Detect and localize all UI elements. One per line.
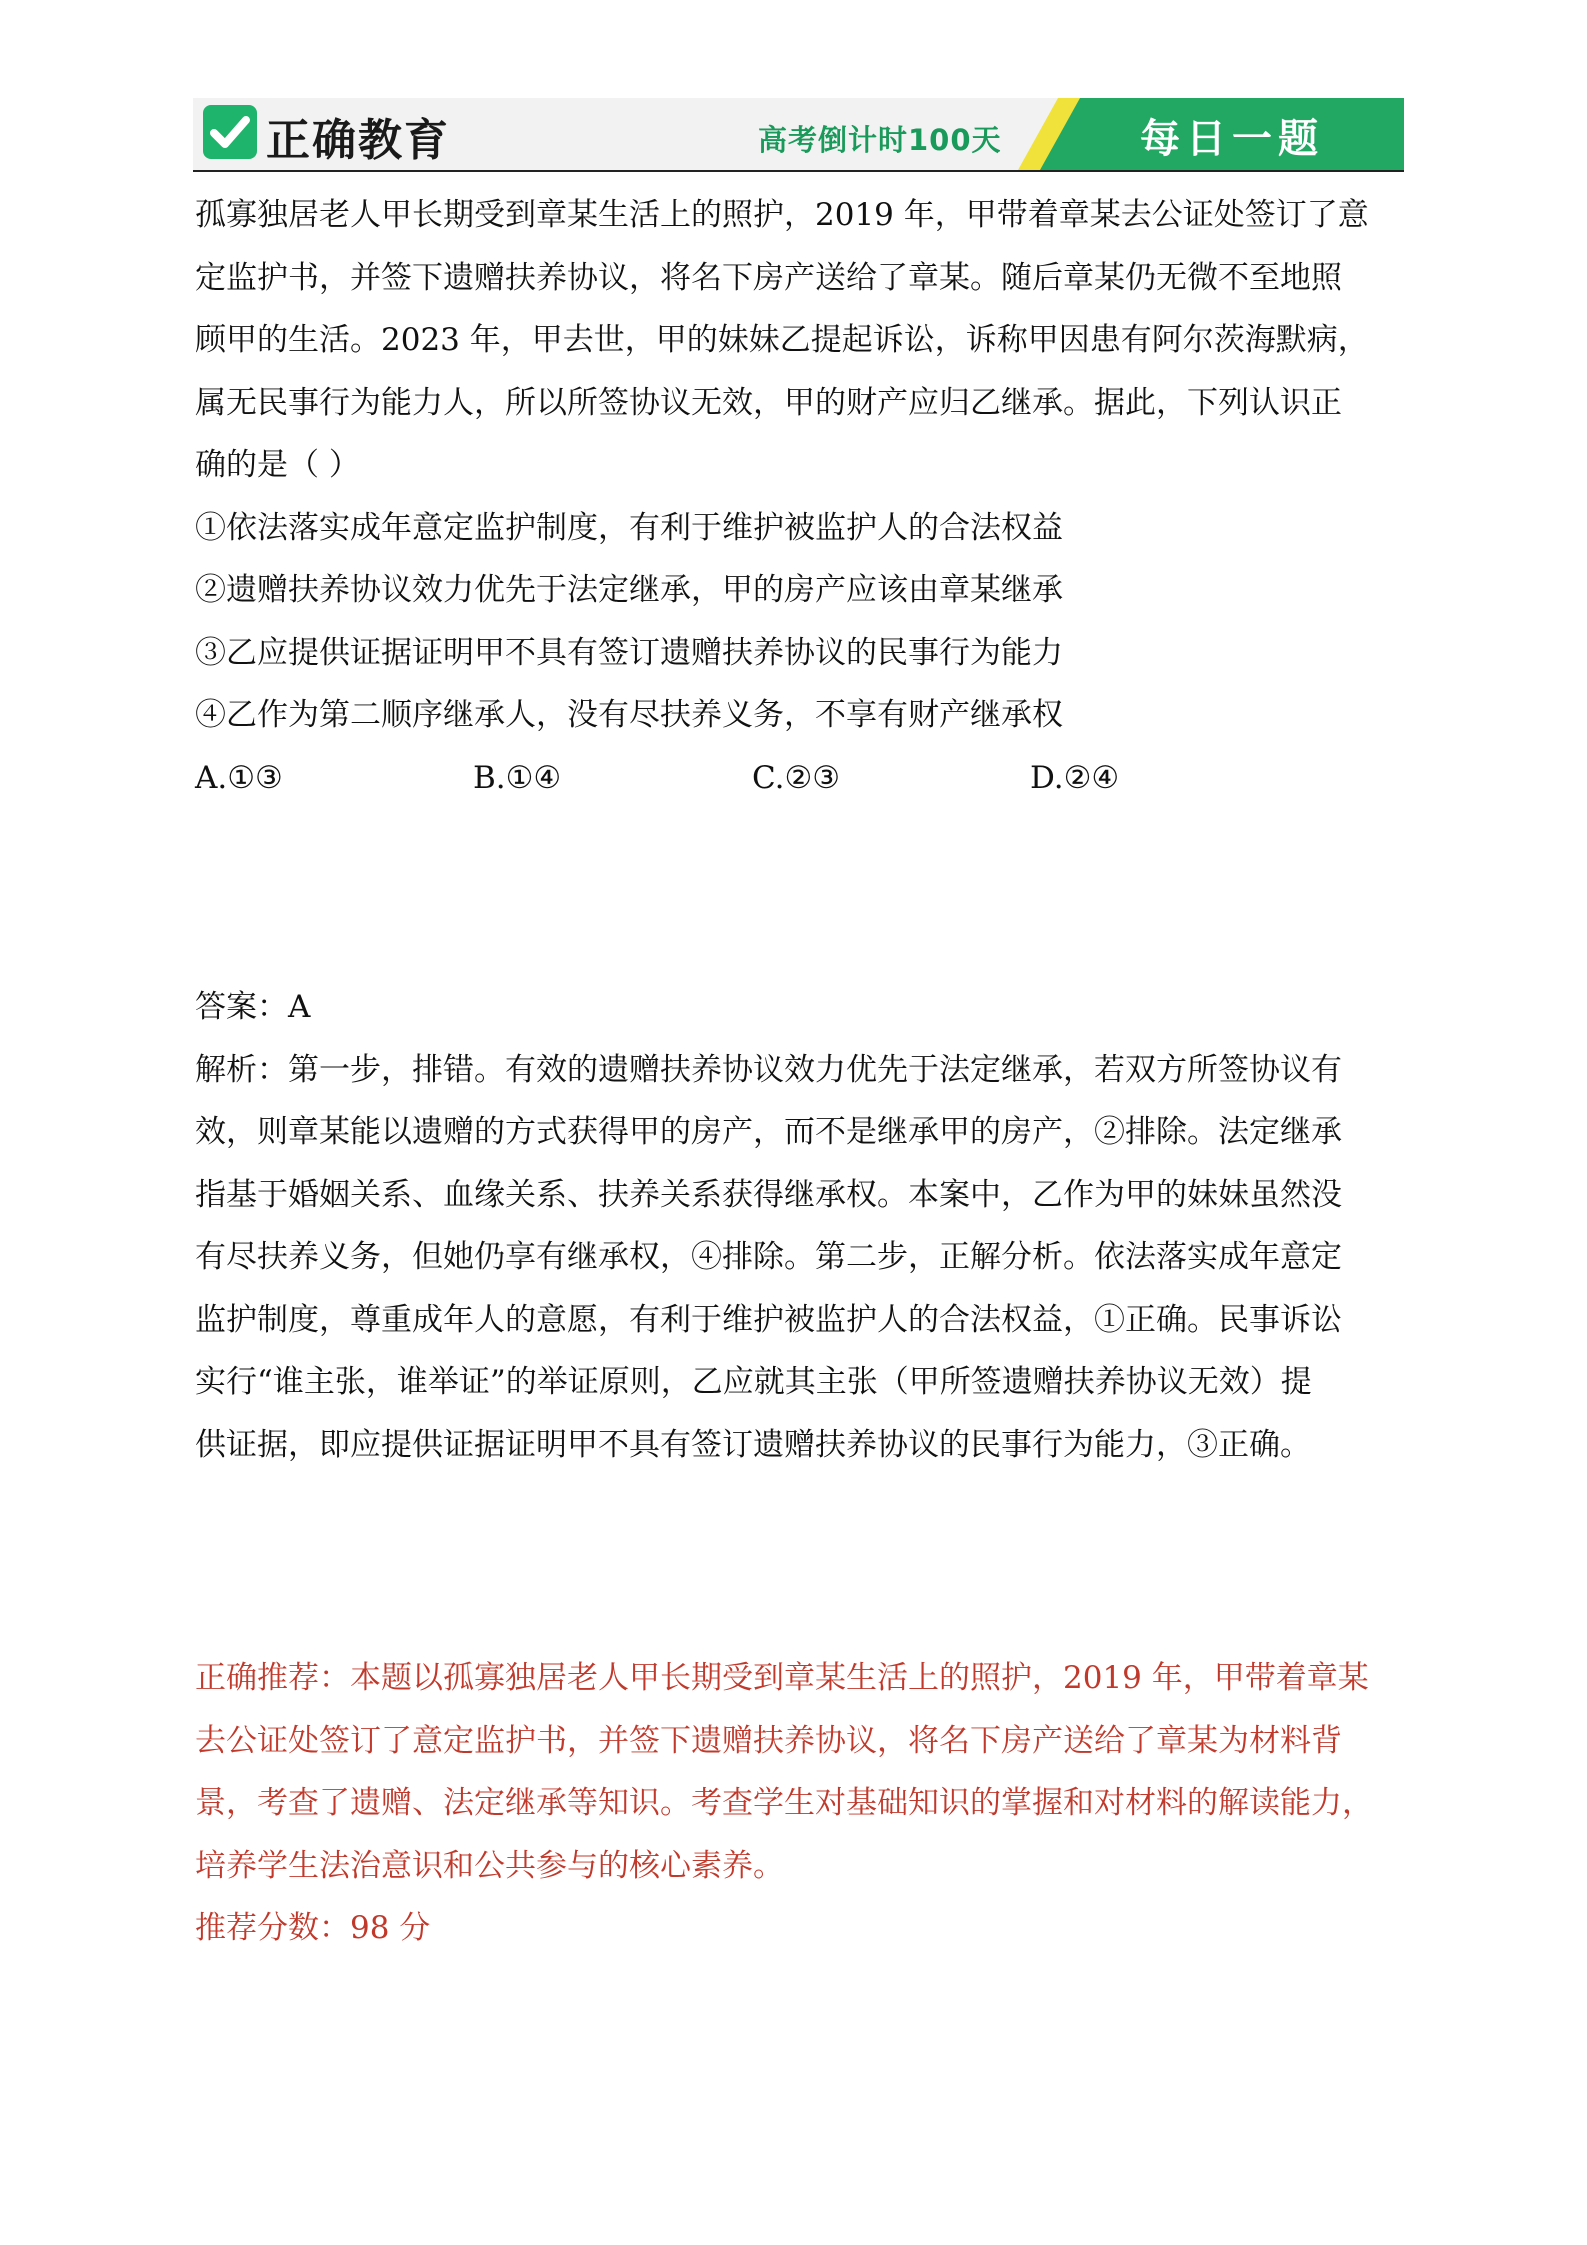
question-line: 属无民事行为能力人，所以所签协议无效，甲的财产应归乙继承。据此，下列认识正 <box>195 384 1342 421</box>
statement-4: ④乙作为第二顺序继承人，没有尽扶养义务，不享有财产继承权 <box>195 697 1063 733</box>
analysis-line: 有尽扶养义务，但她仍享有继承权，④排除。第二步，正解分析。依法落实成年意定 <box>195 1239 1342 1275</box>
option-c: C.②③ <box>752 760 841 796</box>
analysis-line: 指基于婚姻关系、血缘关系、扶养关系获得继承权。本案中，乙作为甲的妹妹虽然没 <box>195 1176 1342 1213</box>
answer-options <box>195 747 1395 809</box>
question-line: 确的是（ ） <box>195 447 360 483</box>
checkmark-logo-icon <box>203 105 257 159</box>
recommendation-line: 正确推荐：本题以孤寡独居老人甲长期受到章某生活上的照护，2019 年，甲带着章某 <box>195 1660 1369 1696</box>
answer-line: 答案：A <box>195 989 311 1025</box>
recommended-score: 推荐分数：98 分 <box>195 1910 431 1946</box>
question-line: 孤寡独居老人甲长期受到章某生活上的照护，2019 年，甲带着章某去公证处签订了意 <box>195 197 1369 233</box>
question-line: 顾甲的生活。2023 年，甲去世，甲的妹妹乙提起诉讼，诉称甲因患有阿尔茨海默病， <box>195 322 1369 358</box>
analysis-line: 供证据，即应提供证据证明甲不具有签订遗赠扶养协议的民事行为能力，③正确。 <box>195 1426 1311 1463</box>
analysis-line: 效，则章某能以遗赠的方式获得甲的房产，而不是继承甲的房产，②排除。法定继承 <box>195 1114 1342 1150</box>
option-b: B.①④ <box>473 760 562 796</box>
question-text <box>195 184 1415 747</box>
analysis-line: 解析：第一步，排错。有效的遗赠扶养协议效力优先于法定继承，若双方所签协议有 <box>195 1051 1342 1088</box>
recommendation-line: 景，考查了遗赠、法定继承等知识。考查学生对基础知识的掌握和对材料的解读能力， <box>195 1785 1373 1821</box>
recommendation-line: 去公证处签订了意定监护书，并签下遗赠扶养协议，将名下房产送给了章某为材料背 <box>195 1722 1342 1759</box>
analysis-line: 实行“谁主张，谁举证”的举证原则，乙应就其主张（甲所签遗赠扶养协议无效）提 <box>195 1364 1312 1400</box>
daily-question-label: 每日一题 <box>1140 116 1324 162</box>
recommendation-line: 培养学生法治意识和公共参与的核心素养。 <box>195 1847 784 1884</box>
question-line: 定监护书，并签下遗赠扶养协议，将名下房产送给了章某。随后章某仍无微不至地照 <box>195 259 1342 296</box>
statement-3: ③乙应提供证据证明甲不具有签订遗赠扶养协议的民事行为能力 <box>195 634 1063 671</box>
statement-2: ②遗赠扶养协议效力优先于法定继承，甲的房产应该由章某继承 <box>195 572 1063 608</box>
countdown-label: 高考倒计时100天 <box>758 123 1002 157</box>
header-divider <box>193 170 1404 172</box>
recommendation-section <box>195 1647 1415 1960</box>
answer-section <box>195 976 1415 1476</box>
option-a: A.①③ <box>195 760 283 796</box>
option-d: D.②④ <box>1030 760 1120 796</box>
analysis-line: 监护制度，尊重成年人的意愿，有利于维护被监护人的合法权益，①正确。民事诉讼 <box>195 1301 1342 1338</box>
statement-1: ①依法落实成年意定监护制度，有利于维护被监护人的合法权益 <box>195 509 1063 546</box>
brand-name: 正确教育 <box>266 115 450 166</box>
